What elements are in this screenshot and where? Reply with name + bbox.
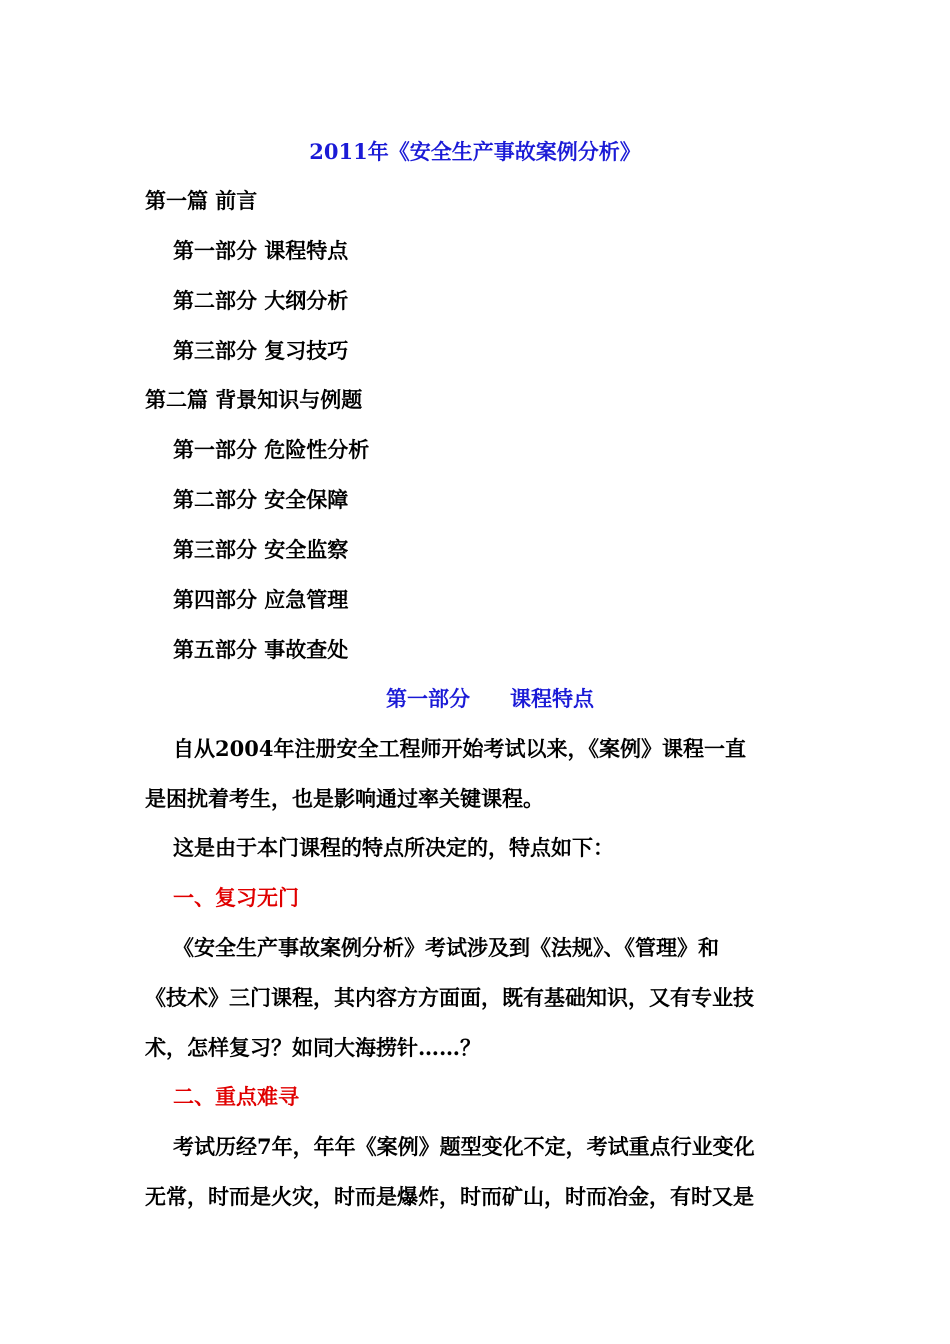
paragraph-line: 术，怎样复习？如同大海捞针……？ [145, 1035, 481, 1060]
paragraph-line: 考试历经7年，年年《案例》题型变化不定，考试重点行业变化 [173, 1134, 755, 1159]
section-heading [0, 685, 950, 713]
subheading-red: 一、复习无门 [173, 885, 299, 910]
paragraph-line: 无常，时而是火灾，时而是爆炸，时而矿山，时而冶金，有时又是 [145, 1184, 754, 1209]
toc-item: 第三部分 安全监察 [173, 537, 349, 562]
toc-item: 第五部分 事故查处 [173, 637, 349, 662]
toc-item: 第一部分 危险性分析 [173, 437, 370, 462]
section-name: 课程特点 [510, 686, 594, 711]
toc-item: 第一部分 课程特点 [173, 238, 349, 263]
document-title: 2011年《安全生产事故案例分析》 [309, 139, 641, 164]
toc-item: 第二篇 背景知识与例题 [145, 387, 363, 412]
toc-item: 第一篇 前言 [145, 188, 258, 213]
paragraph-line: 是困扰着考生，也是影响通过率关键课程。 [145, 786, 544, 811]
toc-item: 第四部分 应急管理 [173, 587, 349, 612]
subheading-red: 二、重点难寻 [173, 1084, 299, 1109]
section-part: 第一部分 [386, 686, 470, 711]
paragraph-line: 自从2004年注册安全工程师开始考试以来，《案例》课程一直 [173, 736, 746, 761]
toc-item: 第二部分 大纲分析 [173, 288, 349, 313]
toc-item: 第二部分 安全保障 [173, 487, 349, 512]
paragraph-line: 《安全生产事故案例分析》考试涉及到《法规》、《管理》和 [173, 935, 719, 960]
paragraph-line: 这是由于本门课程的特点所决定的，特点如下： [173, 835, 614, 860]
paragraph-line: 《技术》三门课程，其内容方方面面，既有基础知识，又有专业技 [145, 985, 754, 1010]
toc-item: 第三部分 复习技巧 [173, 338, 349, 363]
